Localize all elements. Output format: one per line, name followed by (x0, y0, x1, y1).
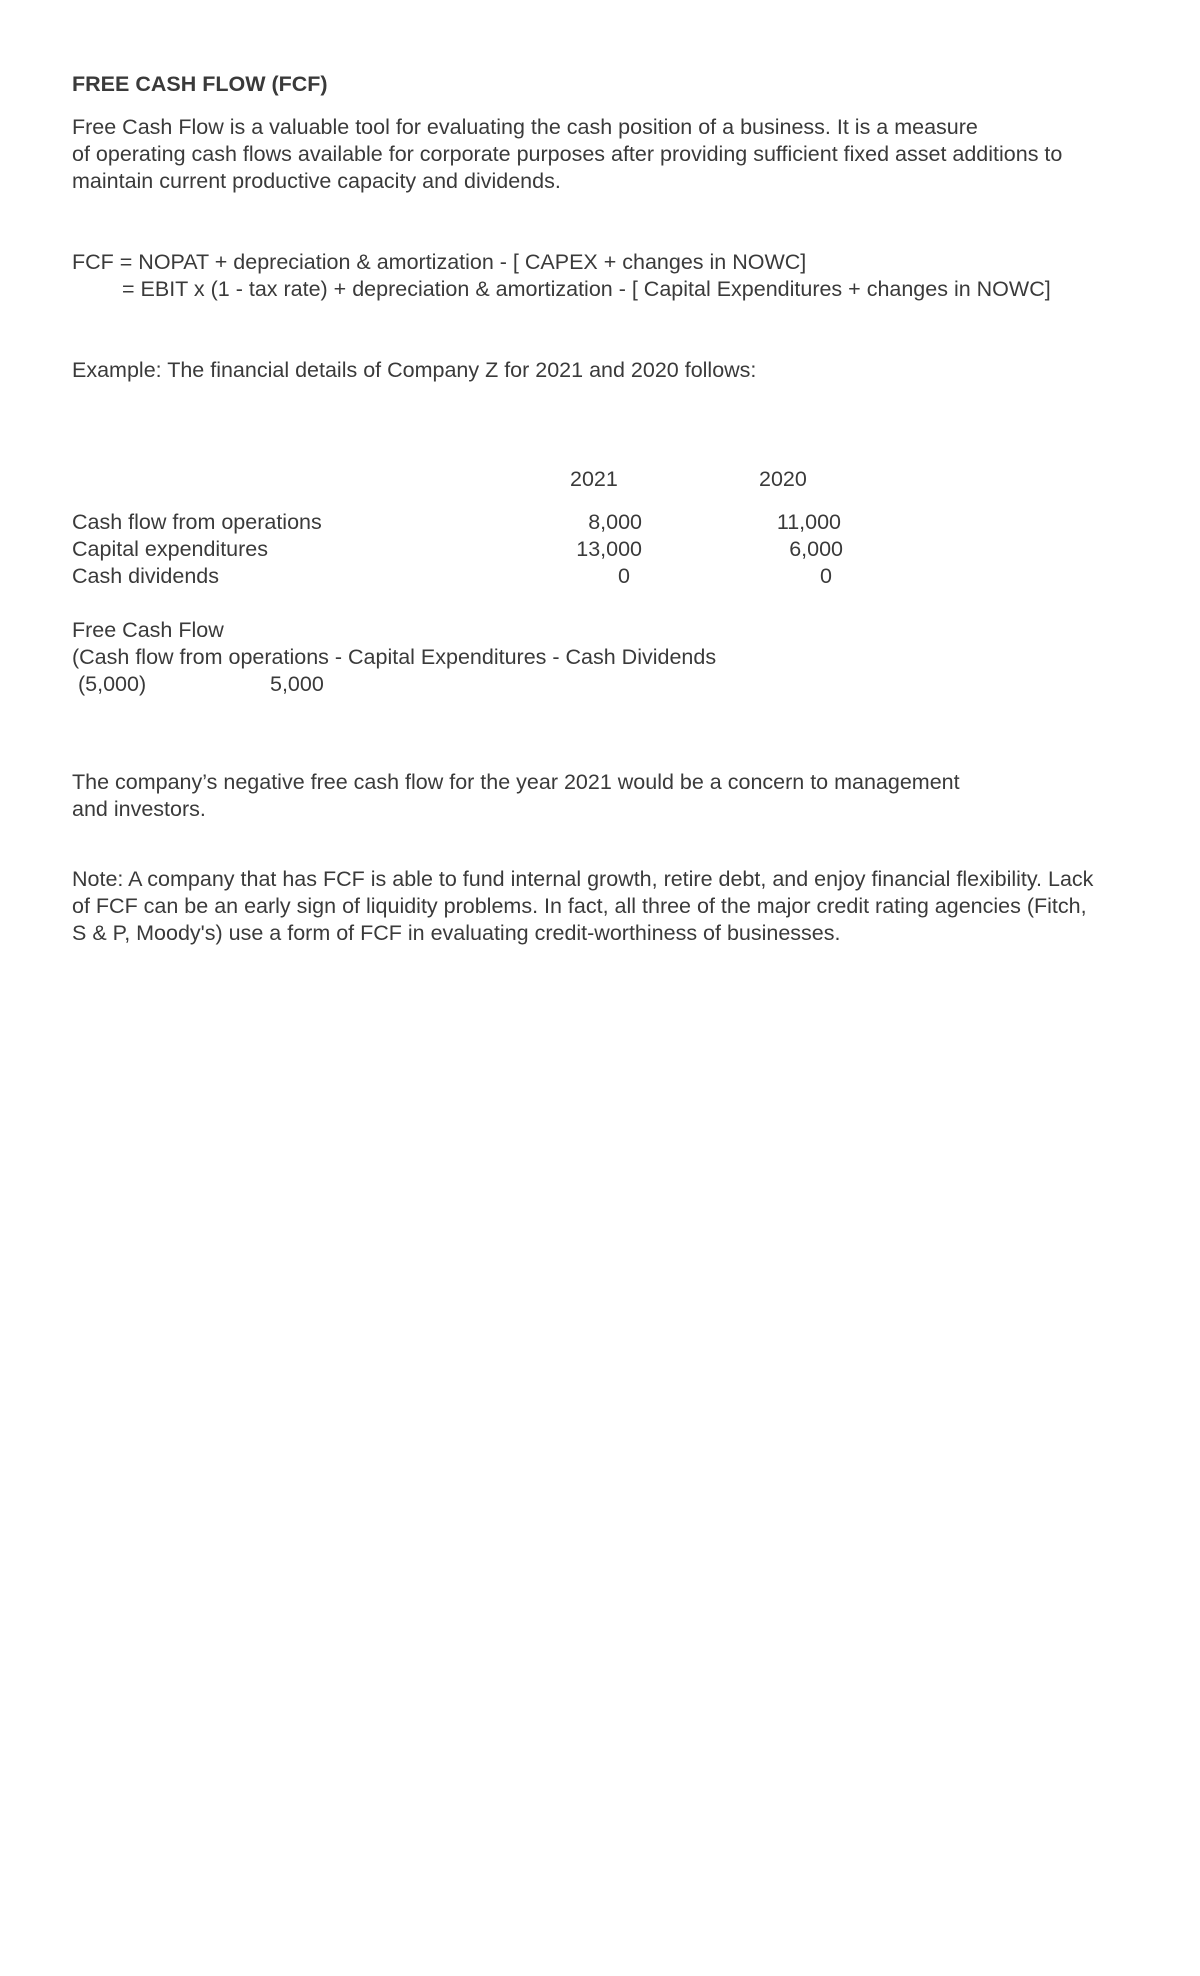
column-header-2021: 2021 (570, 467, 618, 491)
column-header-2020: 2020 (759, 467, 807, 491)
value-2021: 0 (618, 564, 630, 588)
note-line: Note: A company that has FCF is able to fund internal growth, retire debt, and enjoy financial flexibility. Lack (72, 867, 1094, 891)
fcf-value-2020: 5,000 (270, 672, 324, 696)
value-2021: 13,000 (576, 537, 642, 561)
row-label: Cash dividends (72, 564, 220, 588)
fcf-formula-text: (Cash flow from operations - Capital Expenditures - Cash Dividends (72, 645, 717, 669)
value-2020: 11,000 (776, 510, 841, 534)
formula-line: FCF = NOPAT + depreciation & amortization - [ CAPEX + changes in NOWC] (72, 250, 807, 274)
intro-line: maintain current productive capacity and dividends. (72, 169, 561, 193)
value-2021: 8,000 (588, 510, 642, 534)
fcf-value-2021: (5,000) (78, 672, 147, 696)
conclusion-line: and investors. (72, 797, 206, 821)
row-label: Cash flow from operations (72, 510, 322, 534)
conclusion-line: The company’s negative free cash flow for the year 2021 would be a concern to management (72, 770, 960, 794)
note-line: S & P, Moody's) use a form of FCF in evaluating credit-worthiness of businesses. (72, 921, 841, 945)
note-line: of FCF can be an early sign of liquidity problems. In fact, all three of the major credit rating agencies (Fitch, (72, 894, 1087, 918)
page-title: FREE CASH FLOW (FCF) (72, 72, 328, 96)
intro-line: Free Cash Flow is a valuable tool for evaluating the cash position of a business. It is a measure (72, 115, 978, 139)
example-intro: Example: The financial details of Company Z for 2021 and 2020 follows: (72, 358, 757, 382)
formula-line: = EBIT x (1 - tax rate) + depreciation & amortization - [ Capital Expenditures + changes in NOWC] (122, 277, 1051, 301)
intro-line: of operating cash flows available for corporate purposes after providing sufficient fixed asset additions to (72, 142, 1063, 166)
fcf-label: Free Cash Flow (72, 618, 224, 642)
value-2020: 0 (820, 564, 832, 588)
row-label: Capital expenditures (72, 537, 269, 561)
value-2020: 6,000 (789, 537, 843, 561)
